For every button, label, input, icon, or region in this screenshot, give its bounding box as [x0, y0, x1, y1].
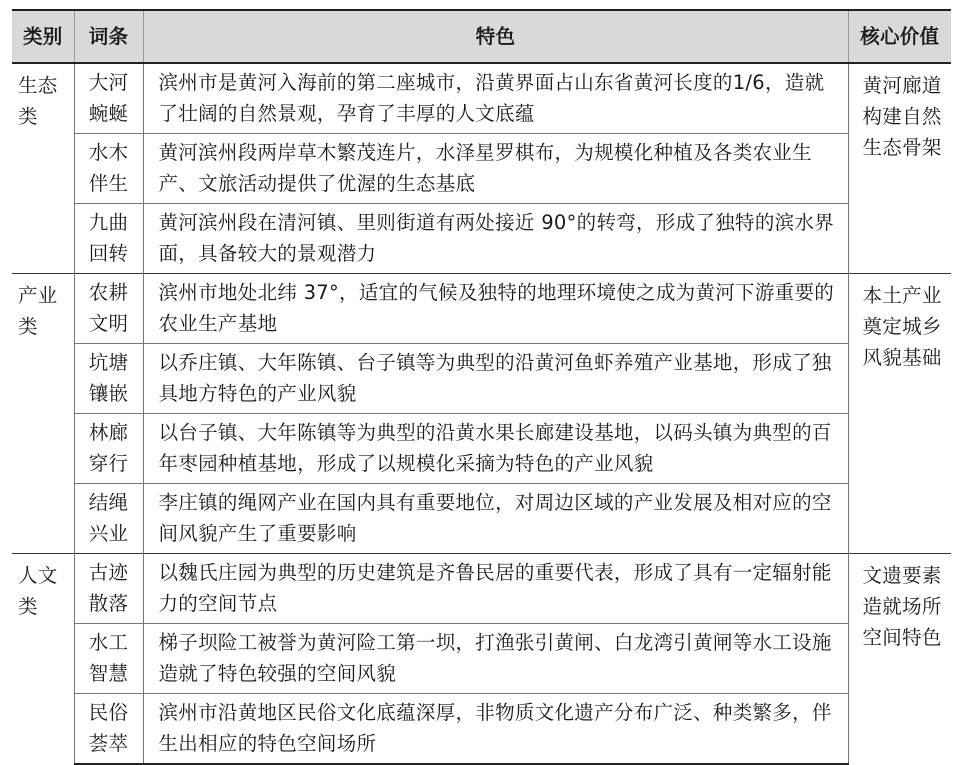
feature-cell: 以魏氏庄园为典型的历史建筑是齐鲁民居的重要代表，形成了具有一定辐射能力的空间节点	[143, 554, 848, 624]
term-cell: 古迹散落	[74, 554, 143, 624]
feature-cell: 黄河滨州段在清河镇、里则街道有两处接近 90°的转弯，形成了独特的滨水界面，具备较大的景观潜力	[143, 204, 848, 274]
table-row	[12, 134, 951, 204]
term-cell: 结绳兴业	[74, 484, 143, 554]
term-cell: 民俗荟萃	[74, 694, 143, 765]
table-container	[12, 9, 951, 765]
term-cell: 大河蜿蜒	[74, 63, 143, 134]
table-row	[12, 204, 951, 274]
header-feature: 特色	[143, 10, 848, 63]
header-core-value: 核心价值	[848, 10, 951, 63]
table-row	[12, 484, 951, 554]
term-cell: 水工智慧	[74, 624, 143, 694]
feature-cell: 李庄镇的绳网产业在国内具有重要地位，对周边区域的产业发展及相对应的空间风貌产生了重要影响	[143, 484, 848, 554]
table-row	[12, 63, 951, 134]
table-row	[12, 414, 951, 484]
header-term: 词条	[74, 10, 143, 63]
term-cell: 坑塘镶嵌	[74, 344, 143, 414]
feature-cell: 以乔庄镇、大年陈镇、台子镇等为典型的沿黄河鱼虾养殖产业基地，形成了独具地方特色的产业风貌	[143, 344, 848, 414]
feature-cell: 滨州市地处北纬 37°，适宜的气候及独特的地理环境使之成为黄河下游重要的农业生产基地	[143, 274, 848, 344]
core-value-cell: 黄河廊道构建自然生态骨架	[862, 74, 942, 159]
header-category: 类别	[12, 10, 74, 63]
feature-cell: 滨州市沿黄地区民俗文化底蕴深厚，非物质文化遗产分布广泛、种类繁多，伴生出相应的特色空间场所	[143, 694, 848, 765]
term-cell: 九曲回转	[74, 204, 143, 274]
feature-cell: 黄河滨州段两岸草木繁茂连片，水泽星罗棋布，为规模化种植及各类农业生产、文旅活动提供了优渥的生态基底	[143, 134, 848, 204]
term-cell: 水木伴生	[74, 134, 143, 204]
term-cell: 林廊穿行	[74, 414, 143, 484]
category-cell: 产业类	[12, 274, 74, 554]
term-cell: 农耕文明	[74, 274, 143, 344]
category-cell: 人文类	[12, 554, 74, 765]
feature-table	[12, 9, 951, 765]
header-row	[12, 10, 951, 63]
core-value-cell: 本土产业奠定城乡风貌基础	[848, 274, 951, 554]
table-row	[12, 344, 951, 414]
table-row	[12, 274, 951, 344]
feature-cell: 以台子镇、大年陈镇等为典型的沿黄水果长廊建设基地，以码头镇为典型的百年枣园种植基地，形成了以规模化采摘为特色的产业风貌	[143, 414, 848, 484]
core-value-cell: 文遗要素造就场所空间特色	[848, 554, 951, 765]
table-header	[12, 10, 951, 63]
category-cell: 生态类	[18, 74, 58, 128]
table-body	[12, 63, 951, 764]
table-row	[12, 694, 951, 765]
table-row	[12, 554, 951, 624]
table-row	[12, 624, 951, 694]
feature-cell: 滨州市是黄河入海前的第二座城市，沿黄界面占山东省黄河长度的1/6，造就了壮阔的自然景观，孕育了丰厚的人文底蕴	[143, 63, 848, 134]
feature-cell: 梯子坝险工被誉为黄河险工第一坝，打渔张引黄闸、白龙湾引黄闸等水工设施造就了特色较强的空间风貌	[143, 624, 848, 694]
